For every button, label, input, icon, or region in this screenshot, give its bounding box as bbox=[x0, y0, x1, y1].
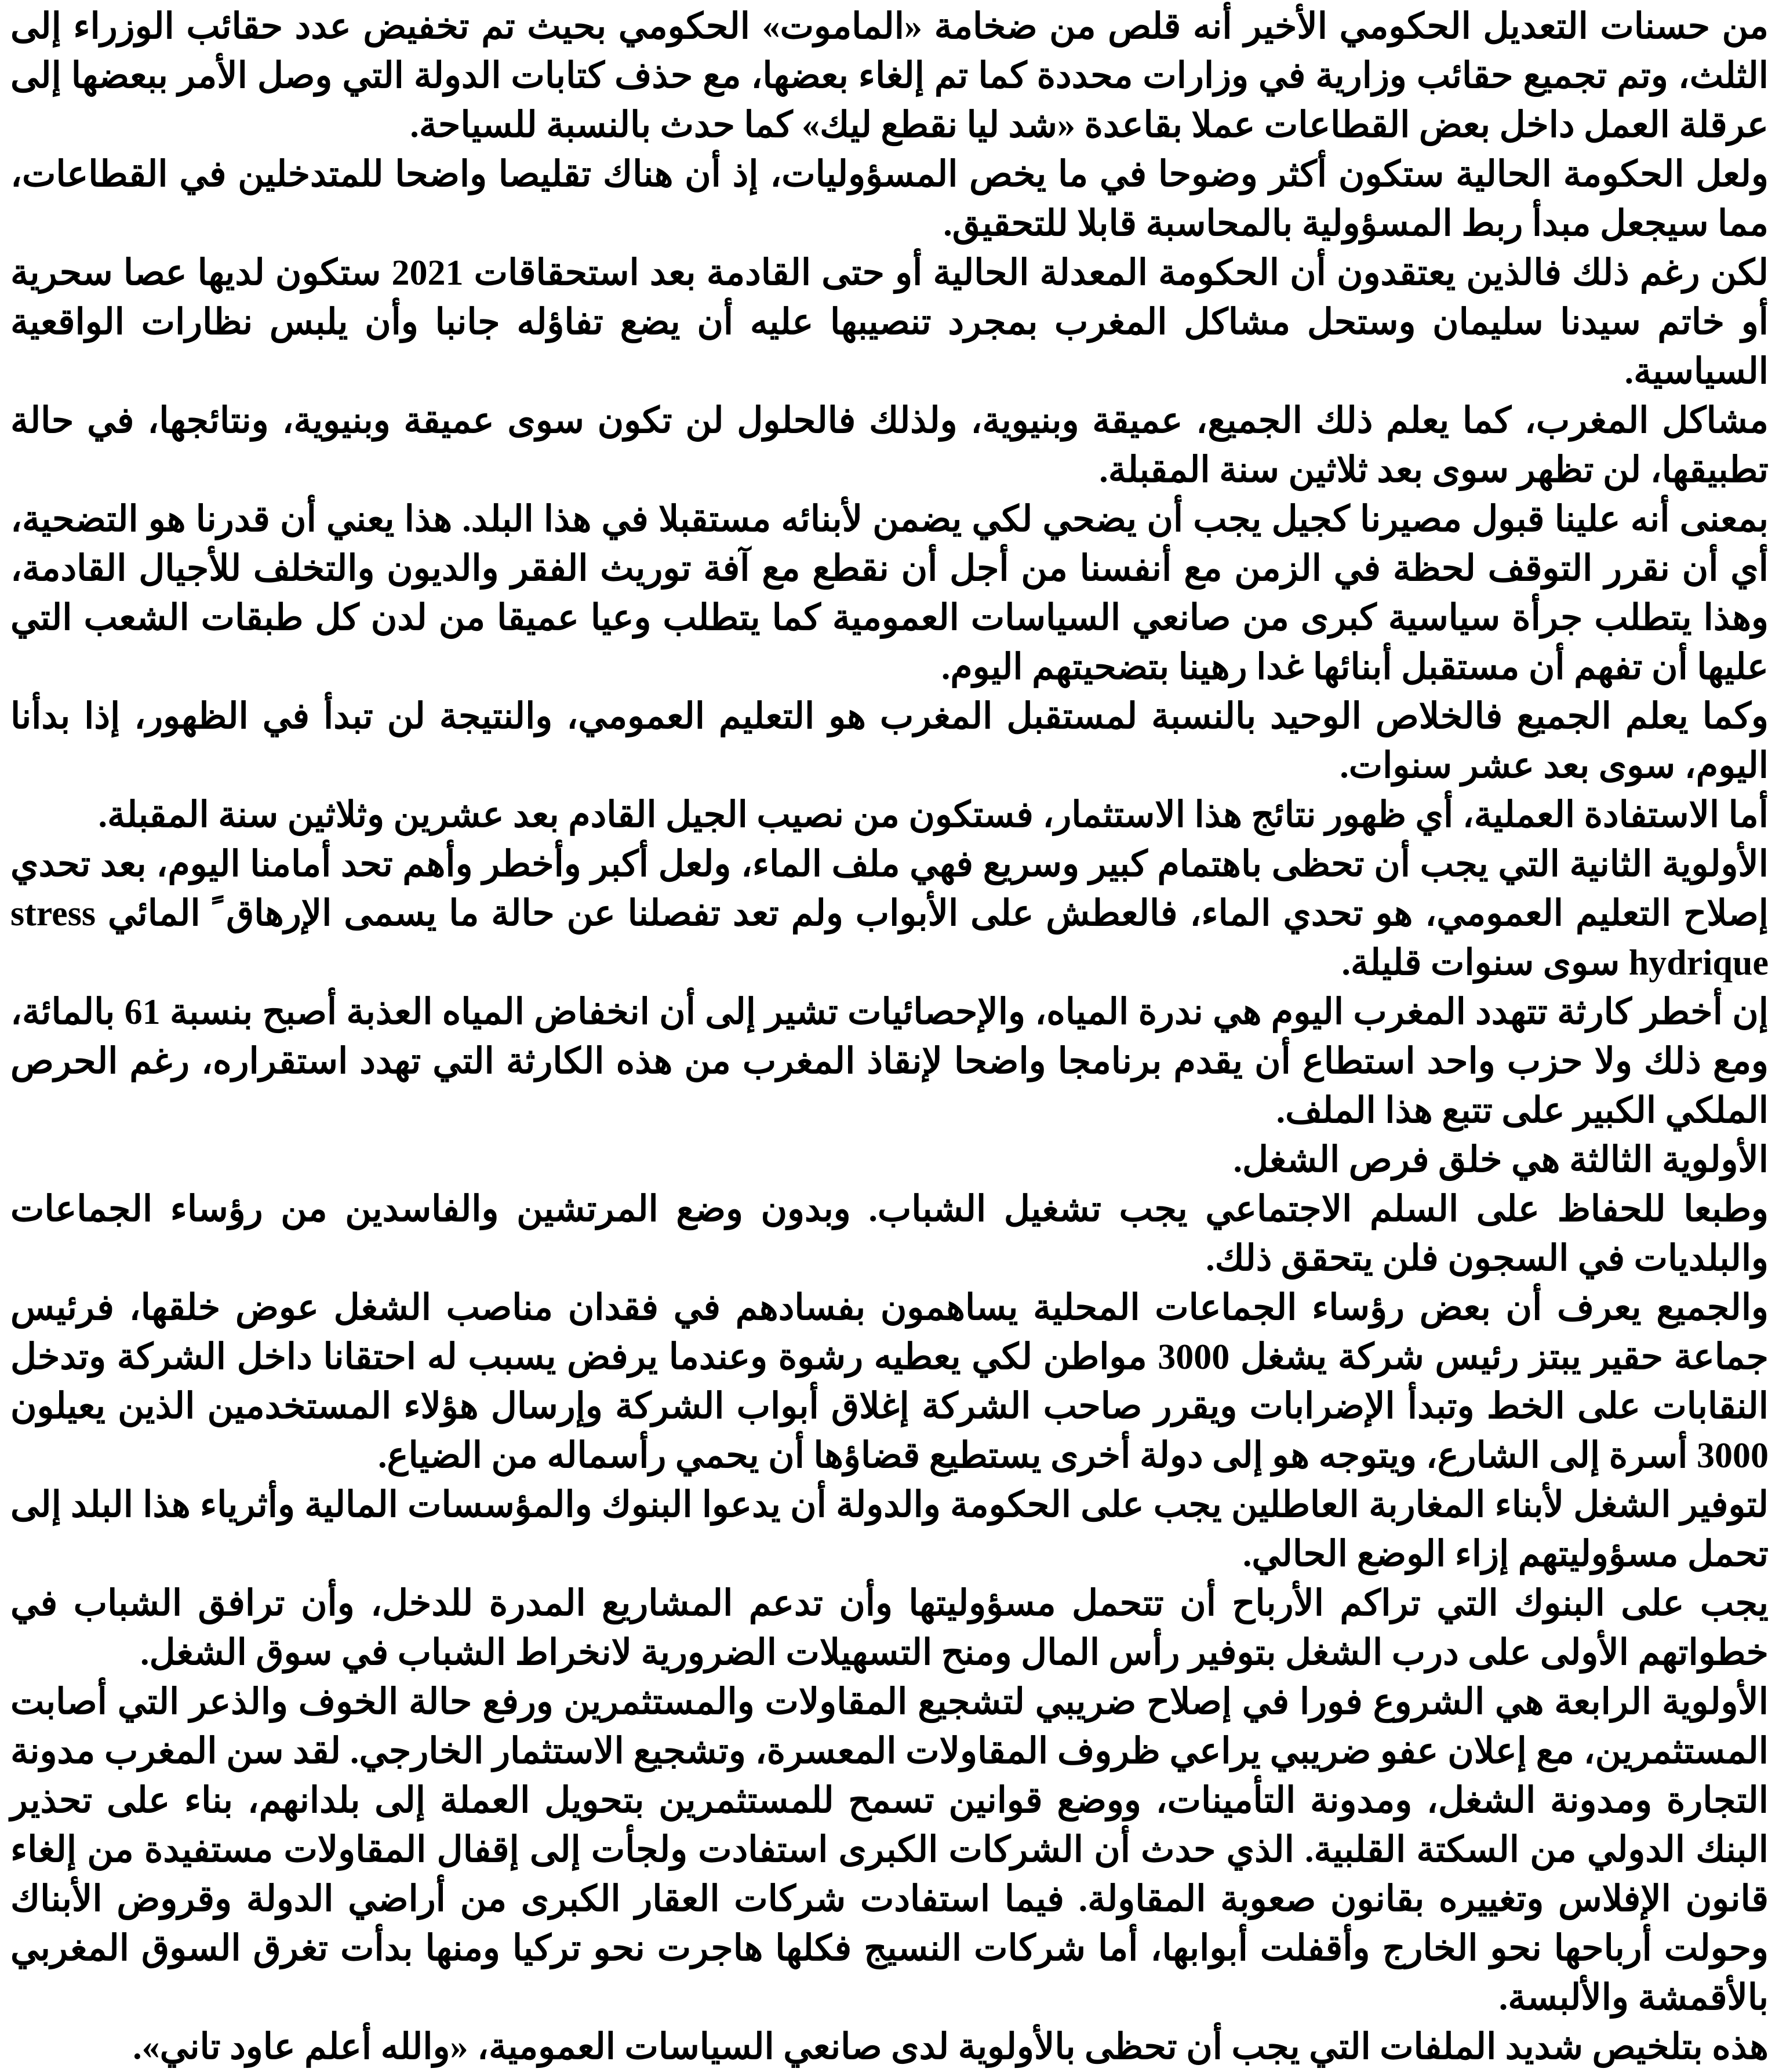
article-paragraph: لتوفير الشغل لأبناء المغاربة العاطلين يجب على الحكومة والدولة أن يدعوا البنوك والمؤسسات المالية وأثرياء هذا البلد إلى تحمل مسؤوليتهم إزاء الوضع الحالي. bbox=[10, 1485, 1769, 1574]
article-paragraph: من حسنات التعديل الحكومي الأخير أنه قلص من ضخامة «الماموت» الحكومي بحيث تم تخفيض عدد حقائب الوزراء إلى الثلث، وتم تجميع حقائب وزارية في وزارات محددة كما تم إلغاء بعضها، مع حذف كتابات الدولة التي وصل الأمر ببعضها إلى عرقلة العمل داخل بعض القطاعات عملا بقاعدة «شد ليا نقطع ليك» كما حدث بالنسبة للسياحة. bbox=[10, 7, 1769, 145]
article-paragraph: هذه بتلخيص شديد الملفات التي يجب أن تحظى بالأولوية لدى صانعي السياسات العمومية، «والله أعلم عاود تاني». bbox=[133, 2027, 1769, 2067]
article-paragraph: يجب على البنوك التي تراكم الأرباح أن تتحمل مسؤوليتها وأن تدعم المشاريع المدرة للدخل، وأن ترافق الشباب في خطواتهم الأولى على درب الشغل بتوفير رأس المال ومنح التسهيلات الضرورية لانخراط الشباب في سوق الشغل. bbox=[10, 1584, 1769, 1673]
article-paragraph: وطبعا للحفاظ على السلم الاجتماعي يجب تشغيل الشباب. وبدون وضع المرتشين والفاسدين من رؤساء الجماعات والبلديات في السجون فلن يتحقق ذلك. bbox=[10, 1190, 1769, 1278]
article-paragraph: وكما يعلم الجميع فالخلاص الوحيد بالنسبة لمستقبل المغرب هو التعليم العمومي، والنتيجة لن تبدأ في الظهور، إذا بدأنا اليوم، سوى بعد عشر سنوات. bbox=[10, 697, 1769, 786]
article-paragraph: الأولوية الرابعة هي الشروع فورا في إصلاح ضريبي لتشجيع المقاولات والمستثمرين ورفع حالة الخوف والذعر التي أصابت المستثمرين، مع إعلان عفو ضريبي يراعي ظروف المقاولات المعسرة، وتشجيع الاستثمار الخارجي. لقد سن المغرب مدونة التجارة ومدونة الشغل، ومدونة التأمينات، ووضع قوانين تسمح للمستثمرين بتحويل العملة إلى بلدانهم، بناء على تحذير البنك الدولي من السكتة القلبية. الذي حدث أن الشركات الكبرى استفادت ولجأت إلى إقفال المقاولات مستفيدة من إلغاء قانون الإفلاس وتغييره بقانون صعوبة المقاولة. فيما استفادت شركات العقار الكبرى من أراضي الدولة وقروض الأبناك وحولت أرباحها نحو الخارج وأقفلت أبوابها، أما شركات النسيج فكلها هاجرت نحو تركيا ومنها بدأت تغرق السوق المغربي بالأقمشة والألبسة. bbox=[10, 1682, 1769, 2018]
article-paragraph: إن أخطر كارثة تتهدد المغرب اليوم هي ندرة المياه، والإحصائيات تشير إلى أن انخفاض المياه العذبة أصبح بنسبة 61 بالمائة، ومع ذلك ولا حزب واحد استطاع أن يقدم برنامجا واضحا لإنقاذ المغرب من هذه الكارثة التي تهدد استقراره، رغم الحرص الملكي الكبير على تتبع هذا الملف. bbox=[10, 993, 1769, 1130]
article-paragraph: بمعنى أنه علينا قبول مصيرنا كجيل يجب أن يضحي لكي يضمن لأبنائه مستقبلا في هذا البلد. هذا يعني أن قدرنا هو التضحية، أي أن نقرر التوقف لحظة في الزمن مع أنفسنا من أجل أن نقطع مع آفة توريث الفقر والديون والتخلف للأجيال القادمة، وهذا يتطلب جرأة سياسية كبرى من صانعي السياسات العمومية كما يتطلب وعيا عميقا من لدن كل طبقات الشعب التي عليها أن تفهم أن مستقبل أبنائها غدا رهينا بتضحيتهم اليوم. bbox=[10, 500, 1769, 687]
article-paragraph: ولعل الحكومة الحالية ستكون أكثر وضوحا في ما يخص المسؤوليات، إذ أن هناك تقليصا واضحا للمتدخلين في القطاعات، مما سيجعل مبدأ ربط المسؤولية بالمحاسبة قابلا للتحقيق. bbox=[10, 155, 1769, 243]
article-body bbox=[10, 2, 1769, 2072]
article-paragraph: والجميع يعرف أن بعض رؤساء الجماعات المحلية يساهمون بفسادهم في فقدان مناصب الشغل عوض خلقها، فرئيس جماعة حقير يبتز رئيس شركة يشغل 3000 مواطن لكي يعطيه رشوة وعندما يرفض يسبب له احتقانا داخل الشركة وتدخل النقابات على الخط وتبدأ الإضرابات ويقرر صاحب الشركة إغلاق أبواب الشركة وإرسال هؤلاء المستخدمين الذين يعيلون 3000 أسرة إلى الشارع، ويتوجه هو إلى دولة أخرى يستطيع قضاؤها أن يحمي رأسماله من الضياع. bbox=[10, 1288, 1769, 1475]
article-paragraph: مشاكل المغرب، كما يعلم ذلك الجميع، عميقة وبنيوية، ولذلك فالحلول لن تكون سوى عميقة وبنيوية، ونتائجها، في حالة تطبيقها، لن تظهر سوى بعد ثلاثين سنة المقبلة. bbox=[10, 401, 1769, 490]
article-paragraph: أما الاستفادة العملية، أي ظهور نتائج هذا الاستثمار، فستكون من نصيب الجيل القادم بعد عشرين وثلاثين سنة المقبلة. bbox=[98, 795, 1769, 835]
article-paragraph: الأولوية الثانية التي يجب أن تحظى باهتمام كبير وسريع فهي ملف الماء، ولعل أكبر وأخطر وأهم تحد أمامنا اليوم، بعد تحدي إصلاح التعليم العمومي، هو تحدي الماء، فالعطش على الأبواب ولم تعد تفصلنا عن حالة ما يسمى الإرهاق ً المائي stress hydrique سوى سنوات قليلة. bbox=[10, 845, 1769, 983]
article-paragraph: الأولوية الثالثة هي خلق فرص الشغل. bbox=[1233, 1140, 1769, 1180]
article-paragraph: لكن رغم ذلك فالذين يعتقدون أن الحكومة المعدلة الحالية أو حتى القادمة بعد استحقاقات 2021 ستكون لديها عصا سحرية أو خاتم سيدنا سليمان وستحل مشاكل المغرب بمجرد تنصيبها عليه أن يضع تفاؤله جانبا وأن يلبس نظارات الواقعية السياسية. bbox=[10, 253, 1769, 391]
